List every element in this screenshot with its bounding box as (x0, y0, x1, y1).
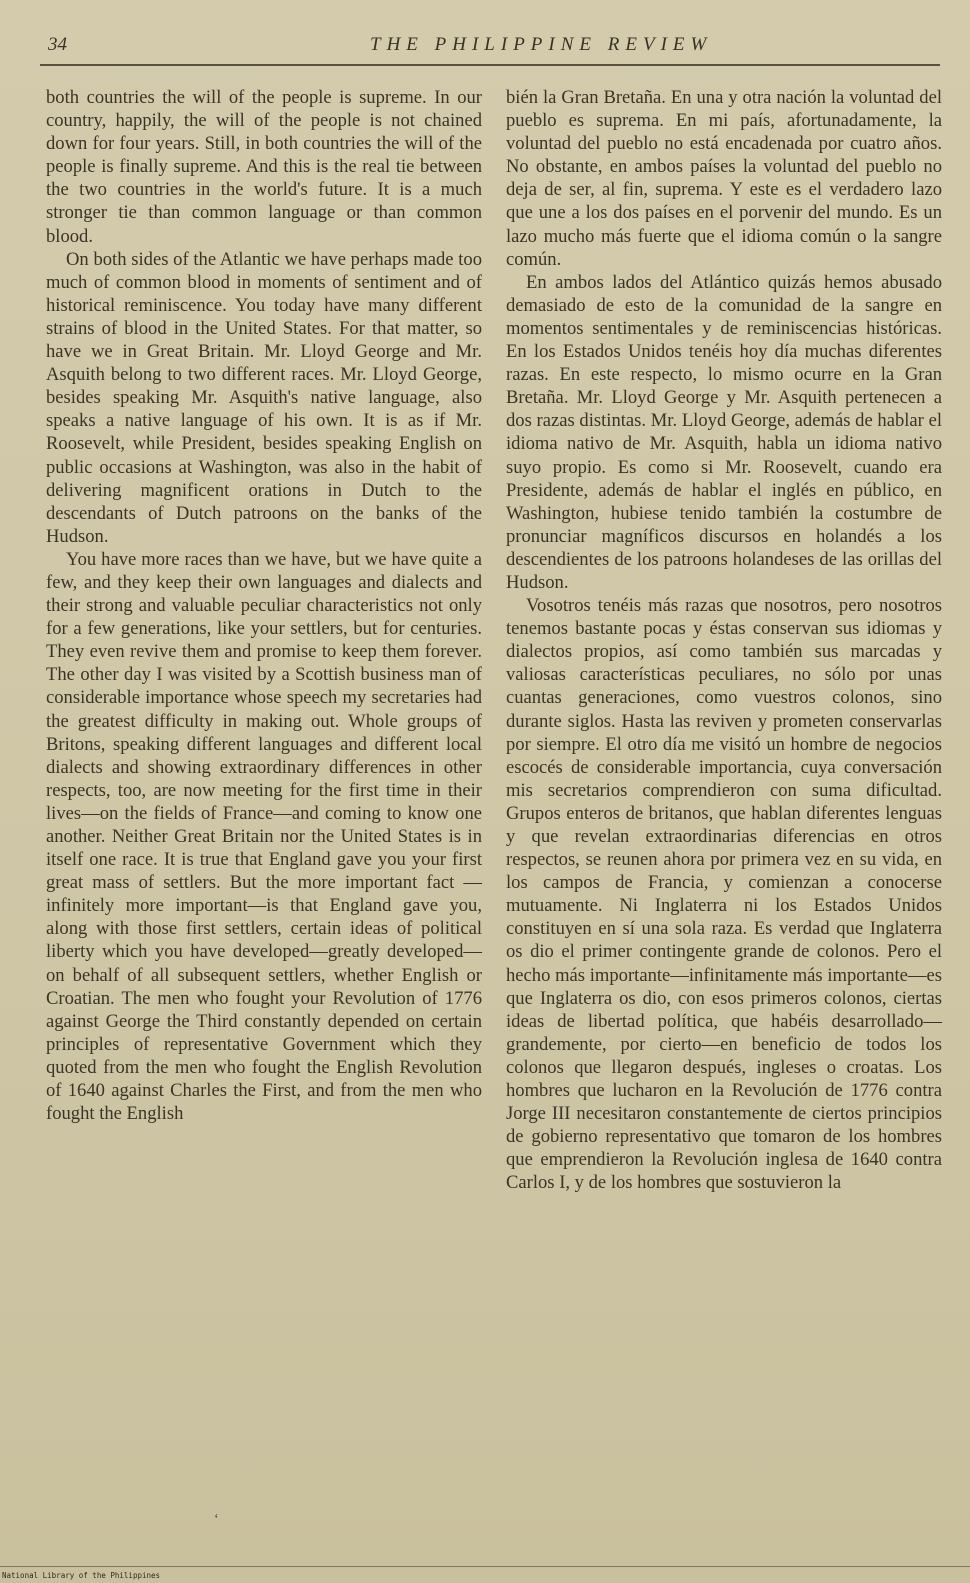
paragraph: You have more races than we have, but we have quite a few, and they keep their own languages and dialects and their strong and valuable peculiar characteristics not only for a few generations, like your settlers, but for centuries. They even revive them and promise to keep them forever. The other day I was visited by a Scottish business man of considerable importance whose speech my secretaries had the greatest difficulty in making out. Whole groups of Britons, speaking different languages and different local dialects and showing extraordinary differences in other respects, too, are now meeting for the first time in their lives—on the fields of France—and coming to know one another. Neither Great Britain nor the United States is in itself one race. It is true that England gave you your first great mass of settlers. But the more important fact —infinitely more important—is that England gave you, along with those first settlers, certain ideas of political liberty which you have developed—greatly developed—on behalf of all subsequent settlers, whether English or Croatian. The men who fought your Revolution of 1776 against George the Third constantly depended on certain principles of representative Government which they quoted from the men who fought the English Revolution of 1640 against Charles the First, and from the men who fought the English (46, 548, 482, 1125)
paragraph: En ambos lados del Atlántico quizás hemos abusado demasiado de esto de la comunidad de la sangre en momentos sentimentales y de reminiscencias históricas. En los Estados Unidos tenéis hoy día muchas diferentes razas. En este respecto, lo mismo ocurre en la Gran Bretaña. Mr. Lloyd George y Mr. Asquith pertenecen a dos razas distintas. Mr. Lloyd George, además de hablar el idioma nativo de Mr. Asquith, habla un idioma nativo suyo propio. Es como si Mr. Roosevelt, cuando era Presidente, además de hablar el inglés en público, en Washington, hubiese tenido también la costumbre de pronunciar magníficos discursos en holandés a los descendientes de los patroons holandeses de las orillas del Hudson. (506, 271, 942, 593)
gutter-mark: ‘ (214, 1512, 219, 1527)
running-title: THE PHILIPPINE REVIEW (370, 34, 713, 55)
spanish-column (506, 86, 942, 1195)
scan-credit: National Library of the Philippines (2, 1571, 161, 1580)
page-header (40, 30, 940, 66)
scan-edge-line (0, 1566, 970, 1567)
page-number: 34 (48, 34, 67, 55)
english-column (46, 86, 482, 1125)
paragraph: Vosotros tenéis más razas que nosotros, pero nosotros tenemos bastante pocas y éstas conservan sus idiomas y dialectos propios, así como también sus marcadas y valiosas características peculiares, no sólo por unas cuantas generaciones, como vuestros colonos, sino durante siglos. Hasta las reviven y prometen conservarlas por siempre. El otro día me visitó un hombre de negocios escocés de considerable importancia, cuya conversación mis secretarios comprendieron con suma dificultad. Grupos enteros de britanos, que hablan diferentes lenguas y que revelan extraordinarias diferencias en otros respectos, se reunen ahora por primera vez en su vida, en los campos de Francia, y comienzan a conocerse mutuamente. Ni Inglaterra ni los Estados Unidos constituyen en sí una sola raza. Es verdad que Inglaterra os dio el primer contingente grande de colonos. Pero el hecho más importante—infinitamente más importante—es que Inglaterra os dio, con esos primeros colonos, ciertas ideas de libertad política, que habéis desarrollado—grandemente, por cierto—en beneficio de todos los colonos que llegaron después, ingleses o croatas. Los hombres que lucharon en la Revolución de 1776 contra Jorge III necesitaron constantemente de ciertos principios de gobierno representativo que tomaron de los hombres que emprendieron la Revolución inglesa de 1640 contra Carlos I, y de los hombres que sostuvieron la (506, 595, 942, 1194)
paragraph: On both sides of the Atlantic we have perhaps made too much of common blood in moments of sentiment and of historical reminiscence. You today have many different strains of blood in the United States. For that matter, so have we in Great Britain. Mr. Lloyd George and Mr. Asquith belong to two different races. Mr. Lloyd George, besides speaking Mr. Asquith's native language, also speaks a native language of his own. It is as if Mr. Roosevelt, while President, besides speaking English on public occasions at Washington, was also in the habit of delivering magnificent orations in Dutch to the descendants of Dutch patroons on the banks of the Hudson. (46, 248, 482, 547)
paragraph: both countries the will of the people is supreme. In our country, happily, the will of the people is not chained down for four years. Still, in both countries the will of the people is finally supreme. And this is the real tie between the two countries in the world's future. It is a much stronger tie than common language or than common blood. (46, 87, 482, 247)
paragraph: bién la Gran Bretaña. En una y otra nación la voluntad del pueblo es suprema. En mi país, afortunadamente, la voluntad del pueblo no está encadenada por cuatro años. No obstante, en ambos países la voluntad del pueblo no deja de ser, al fin, suprema. Y este es el verdadero lazo que une a los dos países en el porvenir del mundo. Es un lazo mucho más fuerte que el idioma común o la sangre común. (506, 87, 942, 270)
